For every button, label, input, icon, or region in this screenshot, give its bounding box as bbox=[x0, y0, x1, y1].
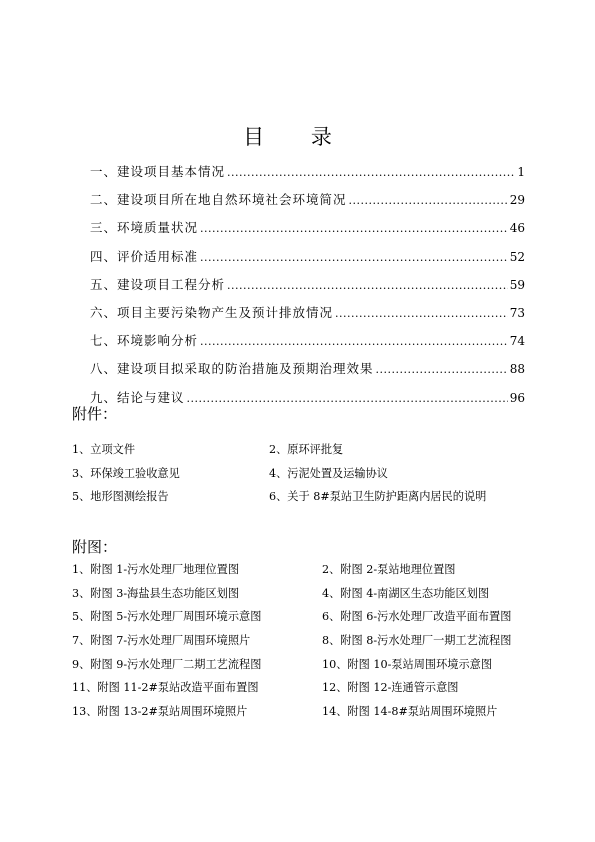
attachments-list bbox=[72, 441, 552, 512]
toc-entry-label: 七、环境影响分析 bbox=[90, 333, 199, 349]
toc-leader-dots bbox=[227, 166, 515, 179]
toc-entry-page: 1 bbox=[517, 165, 525, 179]
attachments-heading: 附件： bbox=[72, 405, 118, 423]
toc-entry-page: 88 bbox=[509, 362, 525, 377]
toc-leader-dots bbox=[335, 307, 508, 320]
figures-list bbox=[72, 561, 552, 727]
attachment-item: 1、立项文件 bbox=[72, 443, 136, 456]
toc-entry[interactable] bbox=[90, 190, 525, 218]
toc-entry[interactable] bbox=[90, 162, 525, 190]
toc-entry[interactable] bbox=[90, 247, 525, 275]
toc-leader-dots bbox=[376, 363, 508, 376]
toc-entry[interactable] bbox=[90, 359, 525, 387]
toc-entry-page: 73 bbox=[509, 305, 525, 320]
toc-entry-label: 三、环境质量状况 bbox=[90, 220, 199, 236]
figure-item: 8、附图 8-污水处理厂一期工艺流程图 bbox=[322, 634, 512, 648]
figure-item: 9、附图 9-污水处理厂二期工艺流程图 bbox=[72, 657, 262, 671]
figure-item: 13、附图 13-2#泵站周围环境照片 bbox=[72, 705, 248, 719]
figures-heading: 附图： bbox=[72, 538, 118, 556]
toc-leader-dots bbox=[349, 194, 508, 207]
toc-leader-dots bbox=[200, 335, 508, 348]
toc-entry-page: 46 bbox=[509, 221, 525, 236]
toc-entry[interactable] bbox=[90, 331, 525, 359]
figure-item: 4、附图 4-南湖区生态功能区划图 bbox=[322, 586, 490, 600]
attachment-item: 2、原环评批复 bbox=[269, 443, 344, 456]
toc-entry[interactable] bbox=[90, 303, 525, 331]
toc-leader-dots bbox=[187, 392, 508, 405]
toc-entry[interactable] bbox=[90, 275, 525, 303]
toc-entry[interactable] bbox=[90, 388, 525, 416]
toc-entry-page: 52 bbox=[509, 249, 525, 264]
toc-entry-label: 二、建设项目所在地自然环境社会环境简况 bbox=[90, 192, 347, 208]
figure-item: 10、附图 10-泵站周围环境示意图 bbox=[322, 657, 493, 671]
toc-leader-dots bbox=[227, 279, 508, 292]
toc-entry-label: 一、建设项目基本情况 bbox=[90, 164, 226, 179]
toc-entry-label: 六、项目主要污染物产生及预计排放情况 bbox=[90, 304, 334, 320]
toc-entry-page: 96 bbox=[509, 390, 525, 405]
figure-item: 1、附图 1-污水处理厂地理位置图 bbox=[72, 563, 240, 576]
attachment-item: 4、污泥处置及运输协议 bbox=[269, 466, 388, 480]
toc-entry-page: 29 bbox=[509, 193, 525, 208]
toc-entry-page: 59 bbox=[509, 277, 525, 292]
figure-item: 11、附图 11-2#泵站改造平面布置图 bbox=[72, 681, 259, 695]
attachment-item: 5、地形图测绘报告 bbox=[72, 490, 169, 503]
toc-entry-label: 八、建设项目拟采取的防治措施及预期治理效果 bbox=[90, 361, 374, 377]
figure-item: 3、附图 3-海盐县生态功能区划图 bbox=[72, 586, 240, 600]
page-title: 目 录 bbox=[243, 125, 352, 149]
figure-item: 5、附图 5-污水处理厂周围环境示意图 bbox=[72, 610, 262, 624]
attachment-item: 3、环保竣工验收意见 bbox=[72, 466, 180, 480]
figure-item: 14、附图 14-8#泵站周围环境照片 bbox=[322, 705, 498, 719]
toc-entry-page: 74 bbox=[509, 334, 525, 349]
figure-item: 7、附图 7-污水处理厂周围环境照片 bbox=[72, 634, 251, 648]
toc-leader-dots bbox=[200, 251, 508, 264]
toc-entry-label: 四、评价适用标准 bbox=[90, 248, 199, 264]
toc-leader-dots bbox=[200, 222, 508, 235]
figure-item: 6、附图 6-污水处理厂改造平面布置图 bbox=[322, 610, 512, 624]
attachment-item: 6、关于 8#泵站卫生防护距离内居民的说明 bbox=[269, 490, 487, 503]
toc-entry-label: 五、建设项目工程分析 bbox=[90, 276, 226, 292]
toc-entry[interactable] bbox=[90, 218, 525, 246]
figure-item: 12、附图 12-连通管示意图 bbox=[322, 681, 459, 695]
figure-item: 2、附图 2-泵站地理位置图 bbox=[322, 563, 456, 576]
toc-entry-label: 九、结论与建议 bbox=[90, 389, 185, 405]
table-of-contents bbox=[90, 162, 525, 416]
